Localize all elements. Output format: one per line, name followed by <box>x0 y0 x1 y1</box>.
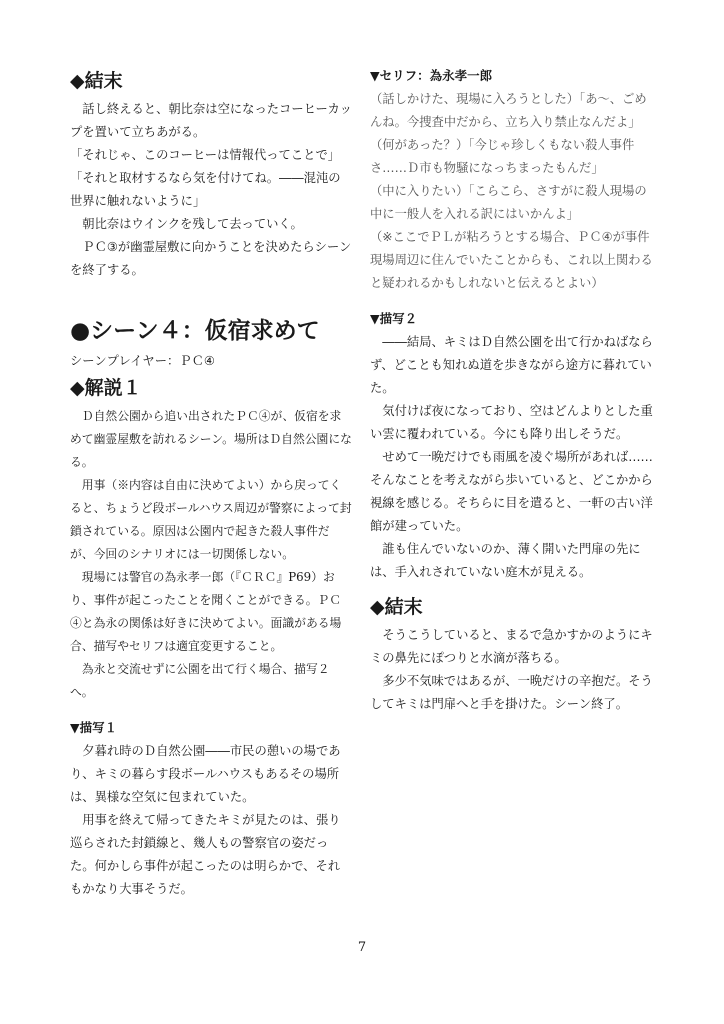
ending-para: そうこうしていると、まるで急かすかのようにキミの鼻先にぽつりと水滴が落ちる。 <box>370 628 653 665</box>
description-2-heading: ▼描写２ <box>370 311 418 326</box>
ending-para: 多少不気味ではあるが、一晩だけの辛抱だ。そうしてキミは門扉へと手を掛けた。シーン終了。 <box>370 674 653 711</box>
dialogue-heading: ▼セリフ：為永孝一郎 <box>370 68 493 83</box>
scene-player: シーンプレイヤー：ＰＣ④ <box>70 354 215 368</box>
description-para: 気付けば夜になっており、空はどんよりとした重い雲に覆われている。今にも降り出しそうだ。 <box>370 404 653 441</box>
ending-para: ＰＣ③が幽霊屋敷に向かうことを決めたらシーンを終了する。 <box>70 240 352 277</box>
commentary-para: 用事（※内容は自由に決めてよい）から戻ってくると、ちょうど段ボールハウス周辺が警察によって封鎖されている。原因は公園内で起きた殺人事件だが、今回のシナリオには一切関係しない。 <box>70 478 352 561</box>
dialogue-line: （※ここでＰＬが粘ろうとする場合、ＰＣ④が事件現場周辺に住んでいたことからも、これ以上関わると疑われるかもしれないと伝えるとよい） <box>370 230 653 290</box>
description-para: 誰も住んでいないのか、薄く開いた門扉の先には、手入れされていない庭木が見える。 <box>370 542 641 579</box>
description-para: 用事を終えて帰ってきたキミが見たのは、張り巡らされた封鎖線と、幾人もの警察官の姿だった。何かしら事件が起こったのは明らかで、それもかなり大事そうだ。 <box>70 813 341 896</box>
page-number: 7 <box>357 940 367 955</box>
left-column <box>70 66 352 901</box>
ending-para: 「それじゃ、このコーヒーは情報代ってことで」 <box>70 148 341 162</box>
dialogue-line: （話しかけた、現場に入ろうとした）「あ～、ごめんね。今捜査中だから、立ち入り禁止なんだよ」 <box>370 92 647 129</box>
commentary-heading: ◆解説１ <box>70 377 142 399</box>
scene-title: ●シーン４：仮宿求めて <box>70 318 320 344</box>
ending-para: 朝比奈はウインクを残して去っていく。 <box>82 217 303 231</box>
commentary-para: 為永と交流せずに公園を出て行く場合、描写２へ。 <box>70 662 330 699</box>
commentary-para: Ｄ自然公園から追い出されたＰＣ④が、仮宿を求めて幽霊屋敷を訪れるシーン。場所はＤ自然公園になる。 <box>70 409 352 469</box>
description-1-heading: ▼描写１ <box>70 720 118 735</box>
commentary-para: 現場には警官の為永孝一郎（『ＣＲＣ』P69）おり、事件が起こったことを聞くことができる。ＰＣ④と為永の関係は好きに決めてよい。面識がある場合、描写やセリフは適宜変更すること。 <box>70 570 342 653</box>
ending-heading-right: ◆結末 <box>370 596 423 618</box>
ending-para: 「それと取材するなら気を付けてね。――混沌の世界に触れないように」 <box>70 171 341 208</box>
ending-para: 話し終えると、朝比奈は空になったコーヒーカップを置いて立ちあがる。 <box>70 102 352 139</box>
ending-heading-left: ◆結末 <box>70 70 123 92</box>
dialogue-line: （中に入りたい）「こらこら、さすがに殺人現場の中に一般人を入れる訳にはいかんよ」 <box>370 184 647 221</box>
right-column <box>370 66 654 716</box>
description-para: 夕暮れ時のＤ自然公園――市民の憩いの場であり、キミの暮らす段ボールハウスもあるその場所は、異様な空気に包まれていた。 <box>70 744 341 804</box>
dialogue-line: （何があった？）「今じゃ珍しくもない殺人事件さ……Ｄ市も物騒になっちまったもんだ」 <box>370 138 635 175</box>
description-para: せめて一晩だけでも雨風を凌ぐ場所があれば……そんなことを考えながら歩いていると、どこかから視線を感じる。そちらに目を遣ると、一軒の古い洋館が建っていた。 <box>370 450 653 533</box>
description-para: ――結局、キミはＤ自然公園を出て行かねばならず、どことも知れぬ道を歩きながら途方に暮れていた。 <box>370 335 653 395</box>
